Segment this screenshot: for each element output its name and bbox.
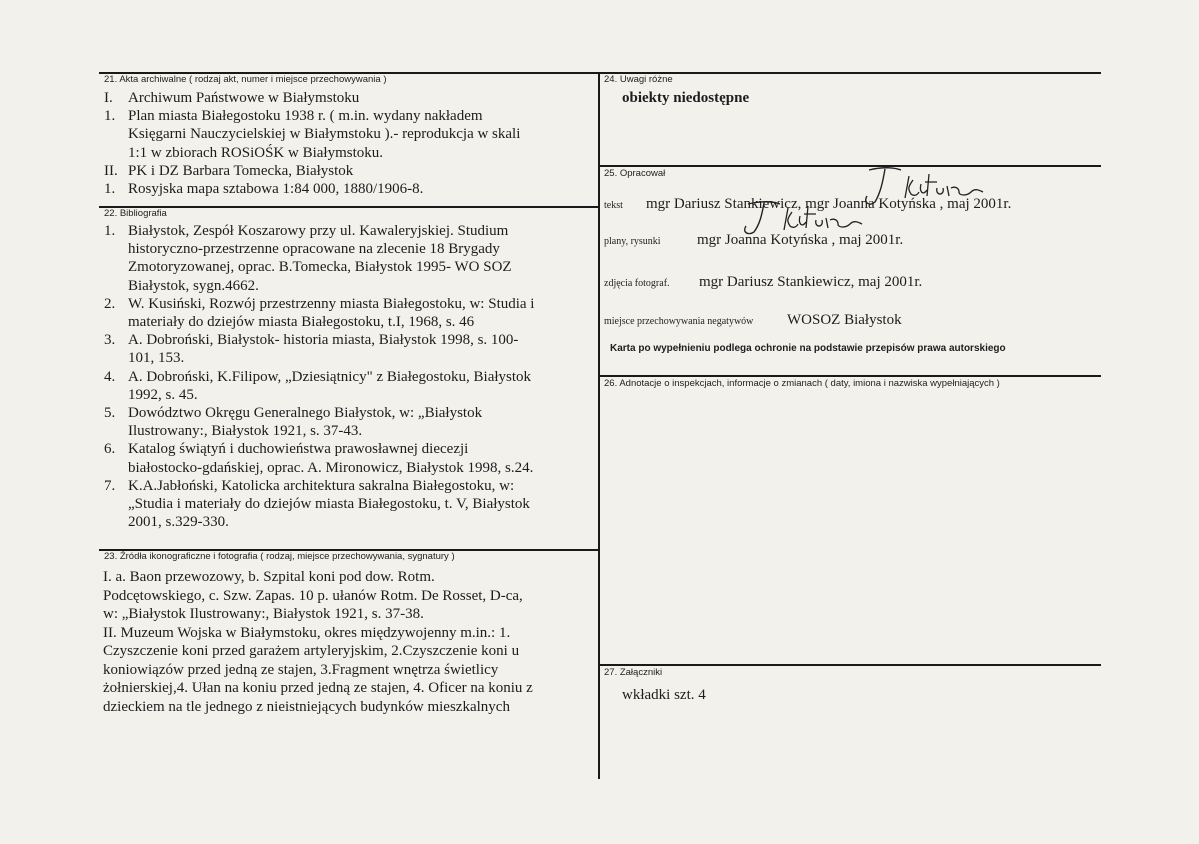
signature-2	[738, 198, 878, 240]
section-22-header: 22. Bibliografia	[104, 208, 167, 219]
text-line: Czyszczenie koni przed garażem artyleryjskim, 2.Czyszczenie koni u	[103, 643, 520, 659]
text-line: koniowiązów przed jedną ze stajen, 3.Fragment wnętrza świetlicy	[103, 661, 499, 678]
item-line: Zmotoryzowanej, oprac. B.Tomecka, Białystok 1995- WO SOZ	[128, 259, 512, 276]
item-number: 1.	[104, 108, 116, 125]
list-item	[104, 331, 596, 367]
plany-label: plany, rysunki	[604, 236, 661, 247]
zdjecia-value: mgr Dariusz Stankiewicz, maj 2001r.	[699, 274, 923, 290]
miejsce-value: WOSOZ Białystok	[787, 312, 902, 328]
item-line: Białystok, sygn.4662.	[128, 277, 259, 294]
zdjecia-label: zdjęcia fotograf.	[604, 278, 670, 289]
item-text: Archiwum Państwowe w Białymstoku	[128, 90, 360, 106]
item-number: 5.	[104, 405, 116, 422]
item-line: Ilustrowany:, Białystok 1921, s. 37-43.	[128, 423, 363, 440]
item-number: I.	[104, 90, 113, 106]
section-27-text: wkładki szt. 4	[622, 687, 706, 703]
list-item	[104, 368, 596, 404]
section-25-header: 25. Opracował	[604, 168, 666, 179]
column-divider	[598, 72, 600, 779]
item-line: Plan miasta Białegostoku 1938 r. ( m.in. wydany nakładem	[128, 108, 483, 125]
item-line: Dowództwo Okręgu Generalnego Białystok, w: „Białystok	[128, 405, 483, 422]
item-line: W. Kusiński, Rozwój przestrzenny miasta Białegostoku, w: Studia i	[128, 295, 535, 312]
text-line: dzieckiem na tle jednego z nieistniejących budynków mieszkalnych	[103, 698, 510, 715]
item-number: 7.	[104, 477, 116, 494]
section-22-list	[104, 222, 596, 531]
copyright-notice: Karta po wypełnieniu podlega ochronie na podstawie przepisów prawa autorskiego	[610, 343, 1006, 354]
list-item	[104, 162, 594, 180]
tekst-label: tekst	[604, 200, 623, 211]
item-line: 1992, s. 45.	[128, 386, 198, 403]
text-line: II. Muzeum Wojska w Białymstoku, okres międzywojenny m.in.: 1.	[103, 624, 511, 641]
item-line: 101, 153.	[128, 350, 185, 367]
item-line: materiały do dziejów miasta Białegostoku, t.I, 1968, s. 46	[128, 314, 475, 331]
rule-26-27	[599, 664, 1101, 666]
item-line: „Studia i materiały do dziejów miasta Białegostoku, t. V, Białystok	[128, 496, 530, 513]
section-24-header: 24. Uwagi różne	[604, 74, 673, 85]
item-line: A. Dobroński, Białystok- historia miasta, Białystok 1998, s. 100-	[128, 332, 519, 349]
item-line: Białystok, Zespół Koszarowy przy ul. Kawaleryjskiej. Studium	[128, 223, 509, 239]
list-item	[104, 107, 594, 162]
item-line: A. Dobroński, K.Filipow, „Dziesiątnicy" z Białegostoku, Białystok	[128, 368, 532, 385]
text-line: żołnierskiej,4. Ułan na koniu przed jedną ze stajen, 4. Oficer na koniu z	[103, 680, 533, 696]
item-number: 1.	[104, 181, 116, 198]
item-number: 4.	[104, 368, 116, 385]
rule-25-26	[599, 375, 1101, 377]
list-item	[104, 89, 594, 107]
item-line: białostocko-gdańskiej, oprac. A. Mironowicz, Białystok 1998, s.24.	[128, 459, 534, 476]
item-line: 2001, s.329-330.	[128, 514, 229, 531]
item-line: 1:1 w zbiorach ROSiOŚK w Białymstoku.	[128, 144, 383, 161]
list-item	[104, 222, 596, 295]
section-26-header: 26. Adnotacje o inspekcjach, informacje o zmianach ( daty, imiona i nazwiska wypełniających )	[604, 378, 1000, 389]
text-line: I. a. Baon przewozowy, b. Szpital koni pod dow. Rotm.	[103, 569, 435, 585]
list-item	[104, 295, 596, 331]
section-27-header: 27. Załączniki	[604, 667, 663, 678]
item-number: 2.	[104, 295, 116, 312]
item-text: Rosyjska mapa sztabowa 1:84 000, 1880/1906-8.	[128, 181, 424, 198]
list-item	[104, 404, 596, 440]
item-line: Księgarni Nauczycielskiej w Białymstoku ).- reprodukcja w skali	[128, 126, 521, 143]
list-item	[104, 477, 596, 532]
section-21-header: 21. Akta archiwalne ( rodzaj akt, numer i miejsce przechowywania )	[104, 74, 387, 85]
plany-value: mgr Joanna Kotyńska , maj 2001r.	[697, 232, 904, 248]
text-line: Podcętowskiego, c. Szw. Zapas. 10 p. ułanów Rotm. De Rosset, D-ca,	[103, 587, 523, 604]
list-item	[104, 440, 596, 476]
rule-21-22	[99, 206, 599, 208]
list-item	[104, 180, 594, 198]
item-text: PK i DZ Barbara Tomecka, Białystok	[128, 162, 354, 179]
miejsce-label: miejsce przechowywania negatywów	[604, 316, 754, 327]
item-number: 6.	[104, 441, 116, 458]
item-number: II.	[104, 162, 118, 179]
tekst-value: mgr Dariusz Stankiewicz, mgr Joanna Kotyńska , maj 2001r.	[646, 196, 1012, 212]
section-24-text: obiekty niedostępne	[622, 90, 750, 106]
item-line: K.A.Jabłoński, Katolicka architektura sakralna Białegostoku, w:	[128, 477, 515, 494]
section-23-body	[103, 568, 595, 716]
text-line: w: „Białystok Ilustrowany:, Białystok 1921, s. 37-38.	[103, 606, 424, 622]
item-number: 3.	[104, 332, 116, 349]
rule-24-25	[599, 165, 1101, 167]
item-line: Katalog świątyń i duchowieństwa prawosławnej diecezji	[128, 441, 469, 458]
section-23-header: 23. Źródła ikonograficzne i fotografia ( rodzaj, miejsce przechowywania, sygnatury )	[104, 551, 455, 562]
item-line: historyczno-przestrzenne opracowane na zlecenie 18 Brygady	[128, 241, 500, 258]
item-number: 1.	[104, 223, 116, 239]
section-21-list	[104, 89, 594, 198]
